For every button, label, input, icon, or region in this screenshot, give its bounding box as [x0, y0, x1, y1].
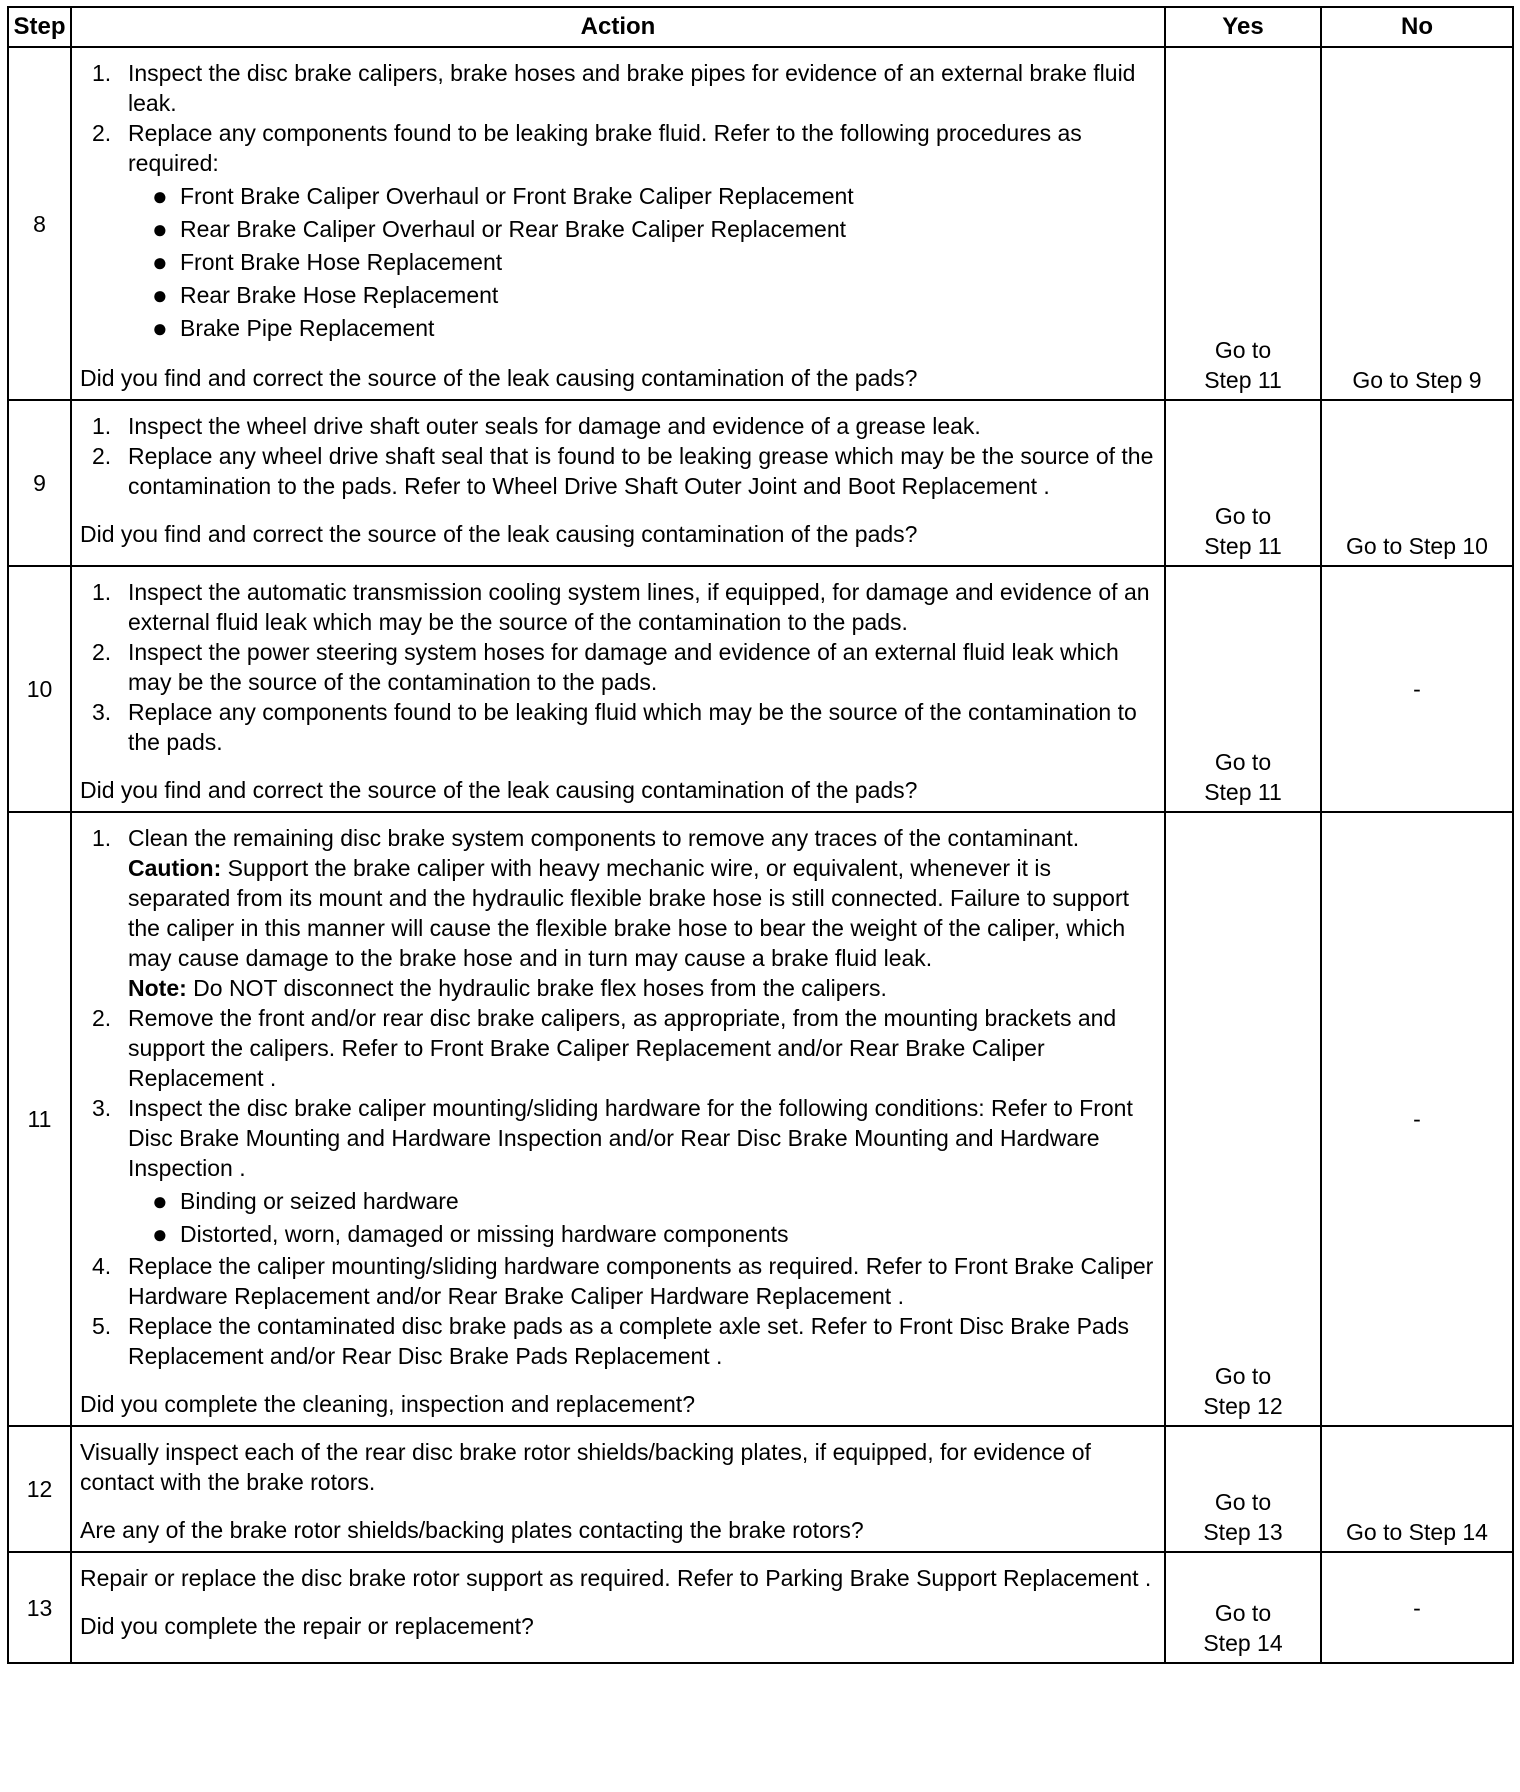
header-no: No [1321, 7, 1513, 47]
table-row-step-13 [8, 1552, 1513, 1663]
list-item: 5. Replace the contaminated disc brake pads as a complete axle set. Refer to Front Disc Brake Pads Replacement and/or Rear Disc Brake Pads Replacement . [92, 1313, 1130, 1369]
bullet-icon: ● [152, 247, 168, 277]
question-text: Did you find and correct the source of the leak causing contamination of the pads? [80, 777, 918, 803]
yes-cell: Go to Step 13 [1165, 1426, 1321, 1552]
question-text: Are any of the brake rotor shields/backing plates contacting the brake rotors? [80, 1517, 864, 1543]
yes-cell: Go to Step 11 [1165, 400, 1321, 566]
no-cell: Go to Step 10 [1321, 400, 1513, 566]
question-text: Did you find and correct the source of the leak causing contamination of the pads? [80, 365, 918, 391]
no-cell: - [1321, 1552, 1513, 1663]
bullet-icon: ● [152, 280, 168, 310]
header-yes: Yes [1165, 7, 1321, 47]
header-row [8, 7, 1513, 47]
table-row-step-11 [8, 812, 1513, 1426]
step-number: 13 [8, 1552, 71, 1663]
list-item: 2. Replace any wheel drive shaft seal that is found to be leaking grease which may be the source of the contamination to the pads. Refer to Wheel Drive Shaft Outer Joint and Boot Replacement . [92, 443, 1154, 499]
step-number: 11 [8, 812, 71, 1426]
bullet-icon: ● [152, 181, 168, 211]
action-text: Repair or replace the disc brake rotor support as required. Refer to Parking Brake Support Replacement . [80, 1565, 1152, 1591]
list-item: 4. Replace the caliper mounting/sliding hardware components as required. Refer to Front Brake Caliper Hardware Replacement and/or Rear Brake Caliper Hardware Replacement . [92, 1253, 1154, 1309]
bullet-item: ● Binding or seized hardware [152, 1186, 459, 1216]
list-item: 1. Inspect the disc brake calipers, brake hoses and brake pipes for evidence of an external brake fluid leak. [92, 60, 1136, 116]
yes-cell: Go to Step 14 [1165, 1552, 1321, 1663]
table-row-step-9 [8, 400, 1513, 566]
no-cell: Go to Step 14 [1321, 1426, 1513, 1552]
yes-cell: Go to Step 11 [1165, 47, 1321, 400]
list-item: 1. Inspect the wheel drive shaft outer seals for damage and evidence of a grease leak. [92, 413, 981, 439]
bullet-list [128, 180, 1156, 345]
step-number: 9 [8, 400, 71, 566]
question-text: Did you find and correct the source of the leak causing contamination of the pads? [80, 521, 918, 547]
diagnostic-table [7, 6, 1514, 1664]
header-action: Action [71, 7, 1165, 47]
no-cell: - [1321, 812, 1513, 1426]
yes-cell: Go to Step 11 [1165, 566, 1321, 812]
action-cell [71, 1426, 1165, 1552]
table-row-step-12 [8, 1426, 1513, 1552]
question-text: Did you complete the repair or replacement? [80, 1613, 534, 1639]
bullet-item: ● Brake Pipe Replacement [152, 313, 435, 343]
table-row-step-8 [8, 47, 1513, 400]
list-item: 2. Replace any components found to be leaking brake fluid. Refer to the following procedures as required: ● Front Brake Caliper Overhaul or Front Brake Caliper Replacement ● Rear Brake Caliper Overhaul or Rear Brake Caliper Replacement ● Front Brake Hose Replacement ● Rear Brake Hose Replacement ● Brake Pipe Replacement [92, 118, 1156, 345]
step-number: 12 [8, 1426, 71, 1552]
list-item: 2. Remove the front and/or rear disc brake calipers, as appropriate, from the mounting brackets and support the calipers. Refer to Front Brake Caliper Replacement and/or Rear Brake Caliper Replacement . [92, 1005, 1117, 1091]
list-item: 1. Inspect the automatic transmission cooling system lines, if equipped, for damage and evidence of an external fluid leak which may be the source of the contamination to the pads. [92, 579, 1150, 635]
step-number: 10 [8, 566, 71, 812]
bullet-icon: ● [152, 1219, 168, 1249]
action-cell [71, 812, 1165, 1426]
yes-cell: Go to Step 12 [1165, 812, 1321, 1426]
diagnostic-table-container [7, 6, 1512, 1664]
action-text: Visually inspect each of the rear disc brake rotor shields/backing plates, if equipped, for evidence of contact with the brake rotors. [80, 1439, 1091, 1495]
question-text: Did you complete the cleaning, inspection and replacement? [80, 1391, 695, 1417]
header-step: Step [8, 7, 71, 47]
list-item: 2. Inspect the power steering system hoses for damage and evidence of an external fluid leak which may be the source of the contamination to the pads. [92, 639, 1119, 695]
list-item: 1. Clean the remaining disc brake system components to remove any traces of the contaminant. Caution: Support the brake caliper with heavy mechanic wire, or equivalent, whenever it is separated from its mount and the hydraulic flexible brake hose is still connected. Failure to support the caliper in this manner will cause the flexible brake hose to bear the weight of the caliper, which may cause damage to the brake hose and in turn may cause a brake fluid leak. Note: Do NOT disconnect the hydraulic brake flex hoses from the calipers. [92, 823, 1156, 1003]
action-cell [71, 1552, 1165, 1663]
bullet-item: ● Rear Brake Caliper Overhaul or Rear Brake Caliper Replacement [152, 214, 847, 244]
note-text: Note: Do NOT disconnect the hydraulic brake flex hoses from the calipers. [128, 975, 887, 1001]
list-item: 3. Replace any components found to be leaking fluid which may be the source of the contamination to the pads. [92, 699, 1137, 755]
bullet-icon: ● [152, 1186, 168, 1216]
bullet-icon: ● [152, 313, 168, 343]
list-item: 3. Inspect the disc brake caliper mounting/sliding hardware for the following conditions: Refer to Front Disc Brake Mounting and Hardware Inspection and/or Rear Disc Brake Mounting and Hardware Inspection . ● Binding or seized hardware ● Distorted, worn, damaged or missing hardware components [92, 1093, 1156, 1251]
bullet-item: ● Front Brake Caliper Overhaul or Front Brake Caliper Replacement [152, 181, 854, 211]
action-cell [71, 400, 1165, 566]
bullet-list [128, 1185, 1156, 1251]
bullet-icon: ● [152, 214, 168, 244]
bullet-item: ● Rear Brake Hose Replacement [152, 280, 499, 310]
action-cell [71, 47, 1165, 400]
action-cell [71, 566, 1165, 812]
no-cell: Go to Step 9 [1321, 47, 1513, 400]
step-number: 8 [8, 47, 71, 400]
bullet-item: ● Distorted, worn, damaged or missing hardware components [152, 1219, 789, 1249]
table-row-step-10 [8, 566, 1513, 812]
no-cell: - [1321, 566, 1513, 812]
caution-text: Caution: Support the brake caliper with heavy mechanic wire, or equivalent, whenever it is separated from its mount and the hydraulic flexible brake hose is still connected. Failure to support the caliper in this manner will cause the flexible brake hose to bear the weight of the caliper, which may cause damage to the brake hose and in turn may cause a brake fluid leak. [128, 855, 1130, 971]
bullet-item: ● Front Brake Hose Replacement [152, 247, 503, 277]
